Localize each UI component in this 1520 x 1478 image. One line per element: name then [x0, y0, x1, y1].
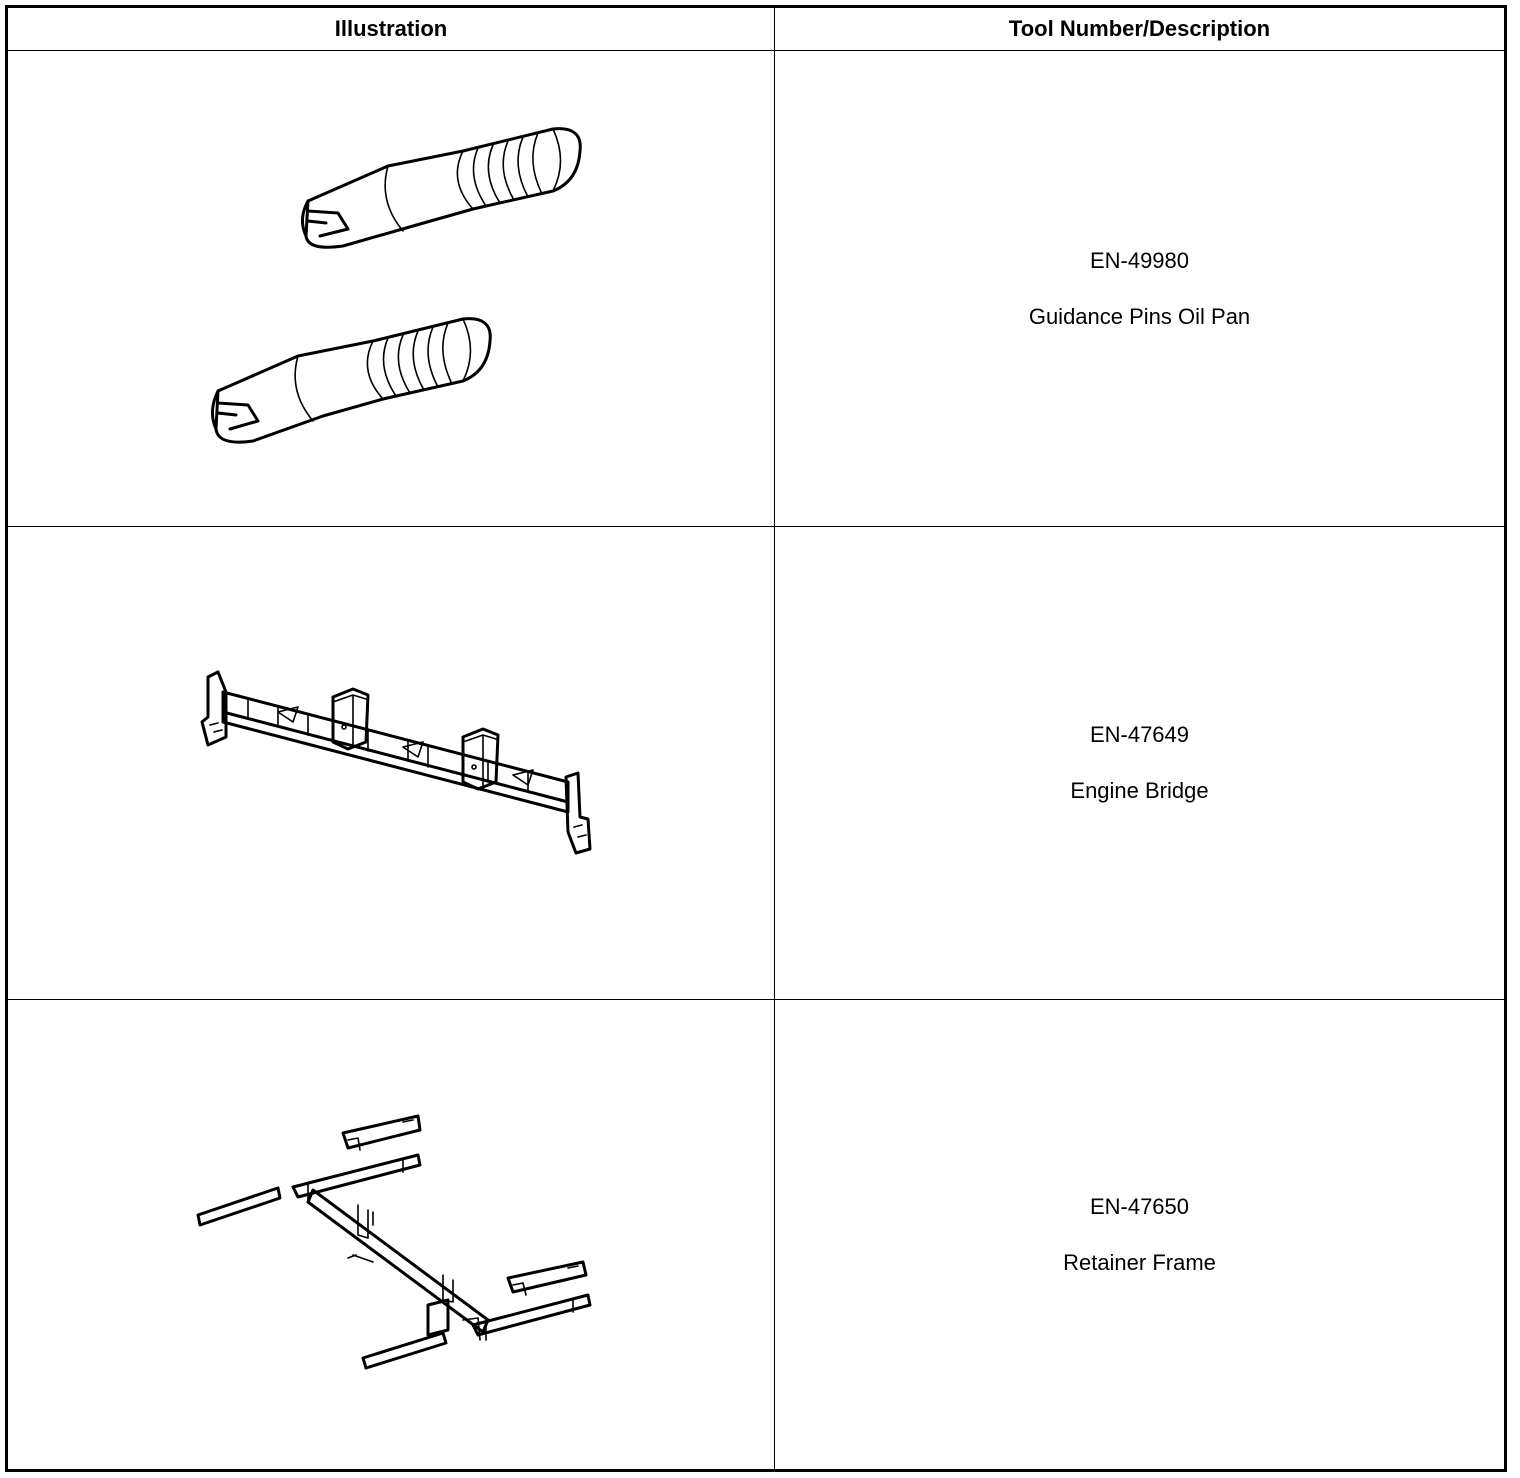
description-cell: [775, 51, 1504, 526]
table-row: [8, 527, 1504, 1000]
engine-bridge-drawing: [8, 527, 775, 1000]
illustration-cell: [8, 527, 775, 999]
description-cell: [775, 527, 1504, 999]
retainer-frame-drawing: [8, 1000, 775, 1469]
tool-description: Guidance Pins Oil Pan: [1028, 303, 1251, 329]
description-cell: [775, 1000, 1504, 1469]
header-cell-illustration: [8, 8, 775, 50]
table-row: [8, 1000, 1504, 1469]
illustration-cell: [8, 1000, 775, 1469]
illustration-cell: [8, 51, 775, 526]
guidance-pins-drawing: [8, 51, 775, 527]
tool-number: EN-47649: [1089, 722, 1190, 747]
tools-table: [5, 5, 1507, 1472]
header-cell-tool: [775, 8, 1504, 50]
tool-number: EN-47650: [1089, 1193, 1190, 1219]
table-row: [8, 51, 1504, 527]
header-tool-label: Tool Number/Description: [1008, 16, 1271, 41]
tool-number: EN-49980: [1089, 247, 1190, 273]
header-illustration-label: Illustration: [334, 16, 448, 41]
tool-description: Retainer Frame: [1063, 1249, 1216, 1275]
tool-description: Engine Bridge: [1070, 778, 1209, 803]
table-header-row: [8, 8, 1504, 51]
